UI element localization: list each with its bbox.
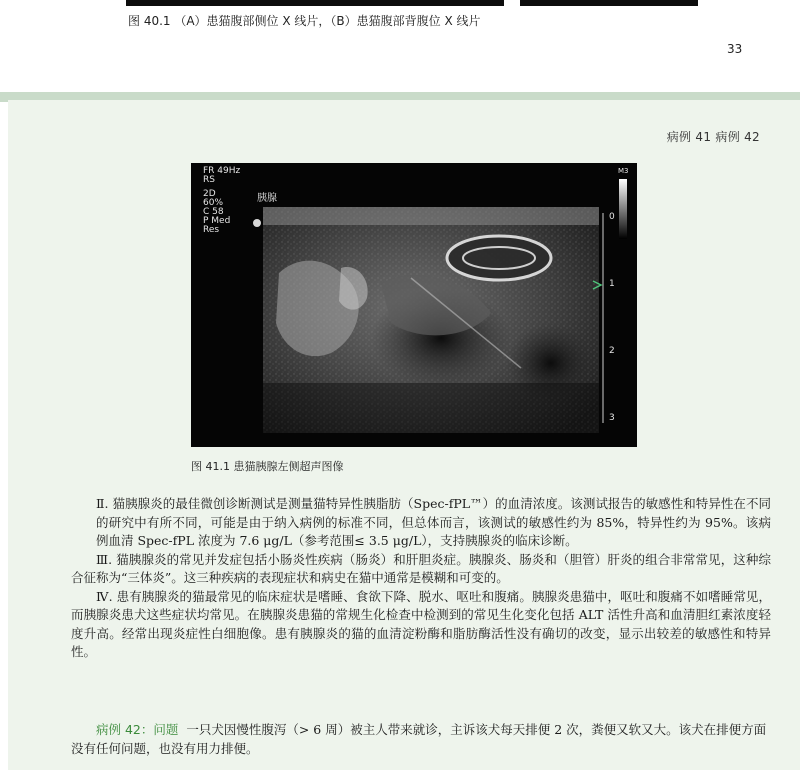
frame-rate-label: FR 49Hz [203, 166, 241, 176]
previous-page [0, 0, 800, 92]
contrast-label: C 58 [203, 207, 224, 217]
depth-0: 0 [609, 212, 615, 222]
case-42-text: 一只犬因慢性腹泻（> 6 周）被主人带来就诊，主诉该犬每天排便 2 次，粪便又软又大。该犬在排便方面没有任何问题，也没有用力排便。 [71, 722, 767, 756]
depth-1: 1 [609, 279, 615, 289]
power-label: P Med [203, 216, 231, 226]
depth-2: 2 [609, 346, 615, 356]
ultrasound-image [191, 163, 637, 447]
paragraph-ii: Ⅱ. 猫胰腺炎的最佳微创诊断测试是测量猫特异性胰脂肪（Spec-fPL™）的血清浓度。该测试报告的敏感性和特异性在不同的研究中有所不同，可能是由于纳入病例的标准不同，但总体而言，该测试的敏感性约为 85%，特异性约为 95%。该病例血清 Spec-fPL 浓度为 7.6 μg/L（参考范围≤ 3.5 μg/L），支持胰腺炎的临床诊断。 [96, 496, 771, 548]
body-text [71, 495, 771, 662]
ultrasound-scan-graphic [191, 163, 637, 447]
gain-label: 60% [203, 198, 224, 208]
book-page [8, 100, 800, 770]
paragraph-iii: Ⅲ. 猫胰腺炎的常见并发症包括小肠炎性疾病（肠炎）和肝胆炎症。胰腺炎、肠炎和（胆管）肝炎的组合非常常见，这种综合征称为“三体炎”。这三种疾病的表现症状和病史在猫中通常是模糊和可变的。 [71, 551, 771, 585]
page-number: 33 [727, 42, 743, 56]
mode-label: 2D [203, 189, 216, 199]
case-42-label: 病例 42：问题 [96, 722, 179, 737]
case-42-question [71, 721, 771, 758]
paragraph-iv: Ⅳ. 患有胰腺炎的猫最常见的临床症状是嗜睡、食欲下降、脱水、呕吐和腹痛。胰腺炎患猫中，呕吐和腹痛不如嗜睡常见，而胰腺炎患犬这些症状均常见。在胰腺炎患猫的常规生化检查中检测到的常见生化变化包括 ALT 活性升高和血清胆红素浓度轻度升高。经常出现炎症性白细胞像。患有胰腺炎的猫的血清淀粉酶和脂肪酶活性没有确切的改变，显示出较差的敏感性和特异性。 [71, 588, 771, 659]
radiograph-a-fragment [126, 0, 504, 6]
resolution-label: Res [203, 225, 220, 235]
rs-label: RS [203, 175, 215, 185]
depth-3: 3 [609, 413, 615, 423]
organ-label: 胰腺 [257, 193, 277, 204]
probe-mark: M3 [618, 167, 629, 175]
figure-41-1-caption: 图 41.1 患猫胰腺左侧超声图像 [191, 460, 344, 473]
radiograph-b-fragment [520, 0, 698, 6]
figure-40-1-caption: 图 40.1 （A）患猫腹部侧位 X 线片，（B）患猫腹部背腹位 X 线片 [128, 14, 481, 28]
running-head: 病例 41 病例 42 [666, 130, 760, 144]
